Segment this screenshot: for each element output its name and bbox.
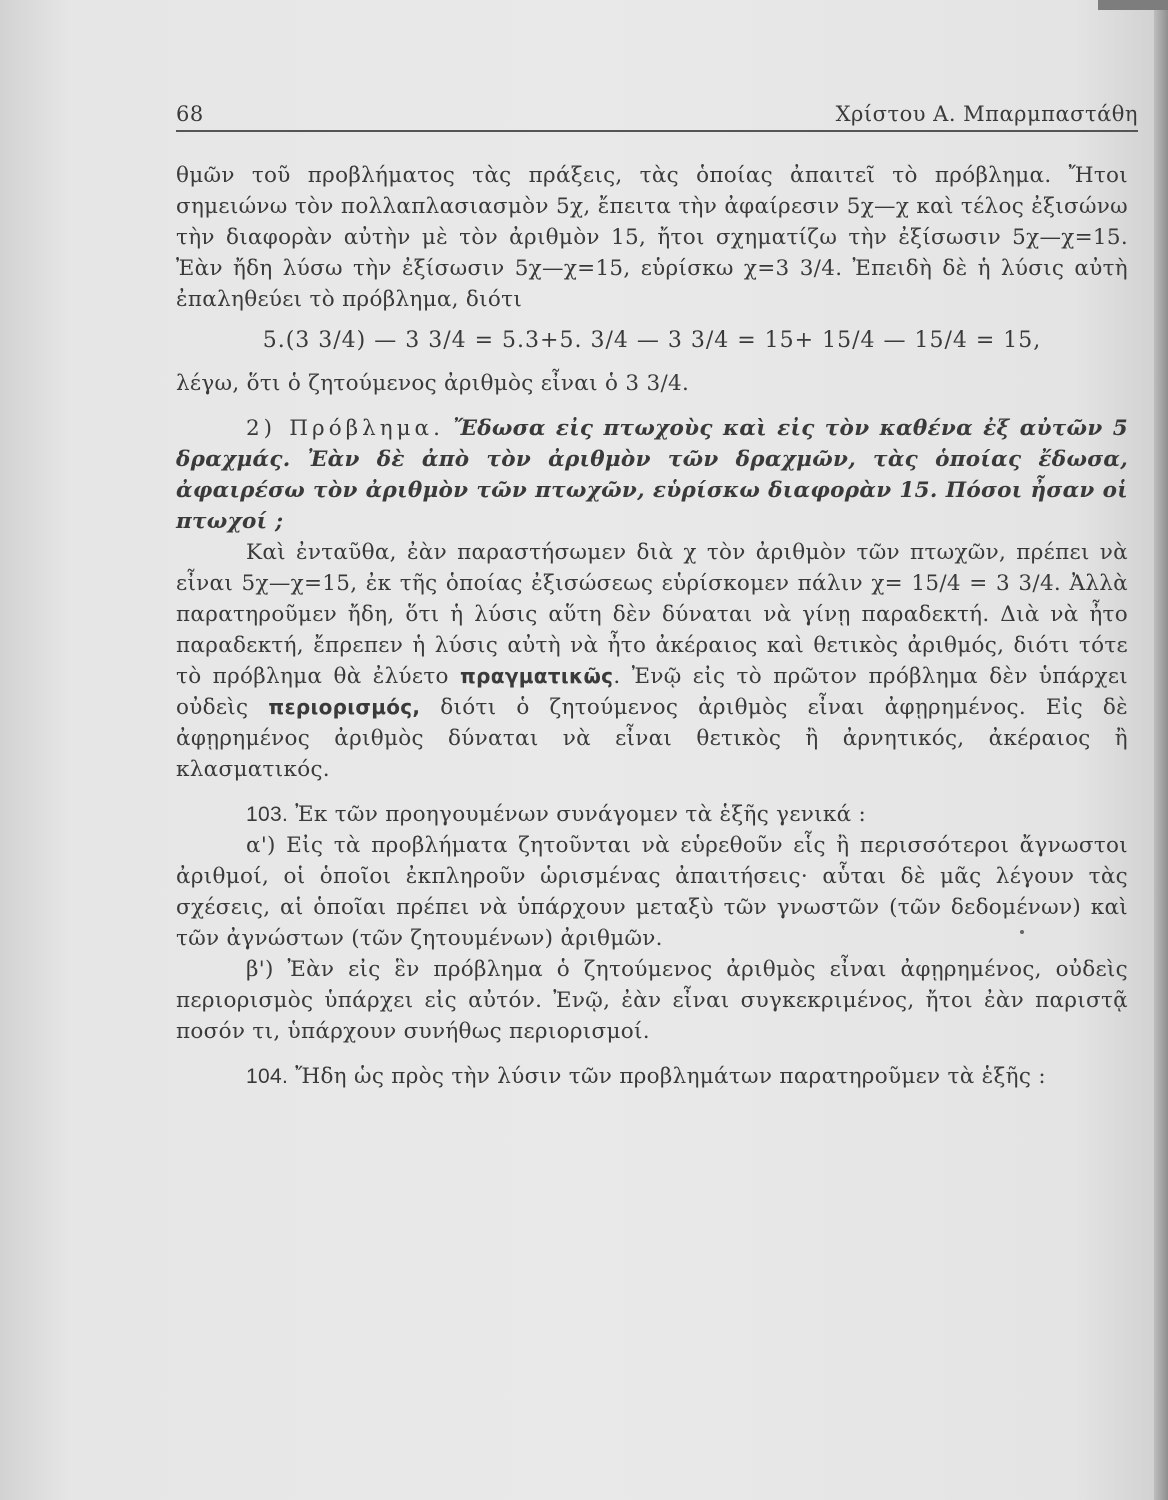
spacer — [176, 399, 1128, 413]
paragraph-discussion — [176, 537, 1128, 785]
verification-equation: 5.(3 3/4) — 3 3/4 = 5.3+5. 3/4 — 3 3/4 = 15+ 15/4 — 15/4 = 15, — [262, 328, 1042, 353]
paragraph-equation-solution: θμῶν τοῦ προβλήματος τὰς πράξεις, τὰς ὁποίας ἀπαιτεῖ τὸ πρόβλημα. Ἤτοι σημειώνω τὸν πολλαπλασιασμὸν 5χ, ἔπειτα τὴν ἀφαίρεσιν 5χ—χ καὶ τέλος ἐξισώνω τὴν διαφορὰν αὐτὴν μὲ τὸν ἀριθμὸν 15, ἤτοι σχηματίζω τὴν ἐξίσωσιν 5χ—χ=15. Ἐὰν ἤδη λύσω τὴν ἐξίσωσιν 5χ—χ=15, εὑρίσκω χ=3 3/4. Ἐπειδὴ δὲ ἡ λύσις αὐτὴ ἐπαληθεύει τὸ πρόβλημα, διότι — [176, 163, 1128, 312]
problem-label: 2) Πρόβλημα. — [246, 416, 444, 441]
spacer — [176, 785, 1128, 799]
section-103 — [176, 799, 1128, 830]
section-number-104: 104. — [246, 1065, 289, 1088]
page-header — [176, 100, 1138, 130]
binding-mark — [1098, 0, 1168, 10]
section-104 — [176, 1061, 1128, 1092]
section-103-item-b: β') Ἐὰν εἰς ἓν πρόβλημα ὁ ζητούμενος ἀριθμὸς εἶναι ἀφῃρημένος, οὐδεὶς περιορισμὸς ὑπάρχει εἰς αὐτόν. Ἐνῷ, ἐὰν εἶναι συγκεκριμένος, ἤτοι ἐὰν παριστᾷ ποσόν τι, ὑπάρχουν συνήθως περιορισμοί. — [176, 957, 1128, 1044]
discussion-text-a: Καὶ ἐνταῦθα, ἐὰν παραστήσωμεν διὰ χ τὸν ἀριθμὸν τῶν πτωχῶν, πρέπει νὰ εἶναι 5χ—χ=15, ἐκ τῆς ὁποίας ἐξισώσεως εὑρίσκομεν πάλιν χ= 15/4 = 3 3/4. Ἀλλὰ παρατηροῦμεν ἤδη, ὅτι ἡ λύσις αὕτη δὲν δύναται νὰ γίνῃ παραδεκτή. Διὰ νὰ ἦτο παραδεκτή, ἔπρεπεν ἡ λύσις αὐτὴ νὰ ἦτο ἀκέραιος καὶ θετικὸς ἀριθμός, διότι τότε τὸ πρόβλημα θὰ ἐλύετο — [176, 540, 1128, 689]
running-head: Χρίστου Α. Μπαρμπαστάθη — [835, 102, 1138, 126]
discussion-text-b: . Ἐνῷ εἰς τὸ πρῶτον πρόβλημα δὲν ὑπάρχει οὐδεὶς — [176, 664, 1128, 720]
page-number: 68 — [176, 102, 204, 126]
term-periorismos: περιορισμός, — [268, 695, 421, 719]
page-body — [176, 160, 1128, 1092]
print-speck — [1020, 930, 1024, 934]
section-number-103: 103. — [246, 803, 289, 826]
header-rule — [176, 130, 1138, 132]
paragraph-conclusion: λέγω, ὅτι ὁ ζητούμενος ἀριθμὸς εἶναι ὁ 3 3/4. — [176, 371, 690, 396]
section-104-intro: Ἤδη ὡς πρὸς τὴν λύσιν τῶν προβλημάτων παρατηροῦμεν τὰ ἑξῆς : — [295, 1064, 1046, 1089]
problem-statement: Ἔδωσα εἰς πτωχοὺς καὶ εἰς τὸν καθένα ἐξ αὐτῶν 5 δραχμάς. Ἐὰν δὲ ἀπὸ τὸν ἀριθμὸν τῶν δραχμῶν, τὰς ὁποίας ἔδωσα, ἀφαιρέσω τὸν ἀριθμὸν τῶν πτωχῶν, εὑρίσκω διαφορὰν 15. Πόσοι ἦσαν οἱ πτωχοί ; — [176, 416, 1128, 534]
page-edge-shadow — [1154, 0, 1168, 1500]
term-pragmatikos: πραγματικῶς — [460, 664, 614, 688]
spacer — [176, 1047, 1128, 1061]
discussion-text-c: διότι ὁ ζητούμενος ἀριθμὸς εἶναι ἀφῃρημένος. Εἰς δὲ ἀφῃρημένος ἀριθμὸς δύναται νὰ εἶναι θετικὸς ἢ ἀρνητικός, ἀκέραιος ἢ κλασματικός. — [176, 695, 1128, 782]
section-103-item-a: α') Εἰς τὰ προβλήματα ζητοῦνται νὰ εὑρεθοῦν εἷς ἢ περισσότεροι ἄγνωστοι ἀριθμοί, οἱ ὁποῖοι ἐκπληροῦν ὡρισμένας ἀπαιτήσεις· αὗται δὲ μᾶς λέγουν τὰς σχέσεις, αἱ ὁποῖαι πρέπει νὰ ὑπάρχουν μεταξὺ τῶν γνωστῶν (τῶν δεδομένων) καὶ τῶν ἀγνώστων (τῶν ζητουμένων) ἀριθμῶν. — [176, 833, 1128, 951]
section-103-intro: Ἐκ τῶν προηγουμένων συνάγομεν τὰ ἑξῆς γενικά : — [295, 802, 867, 827]
problem-2 — [176, 413, 1128, 537]
